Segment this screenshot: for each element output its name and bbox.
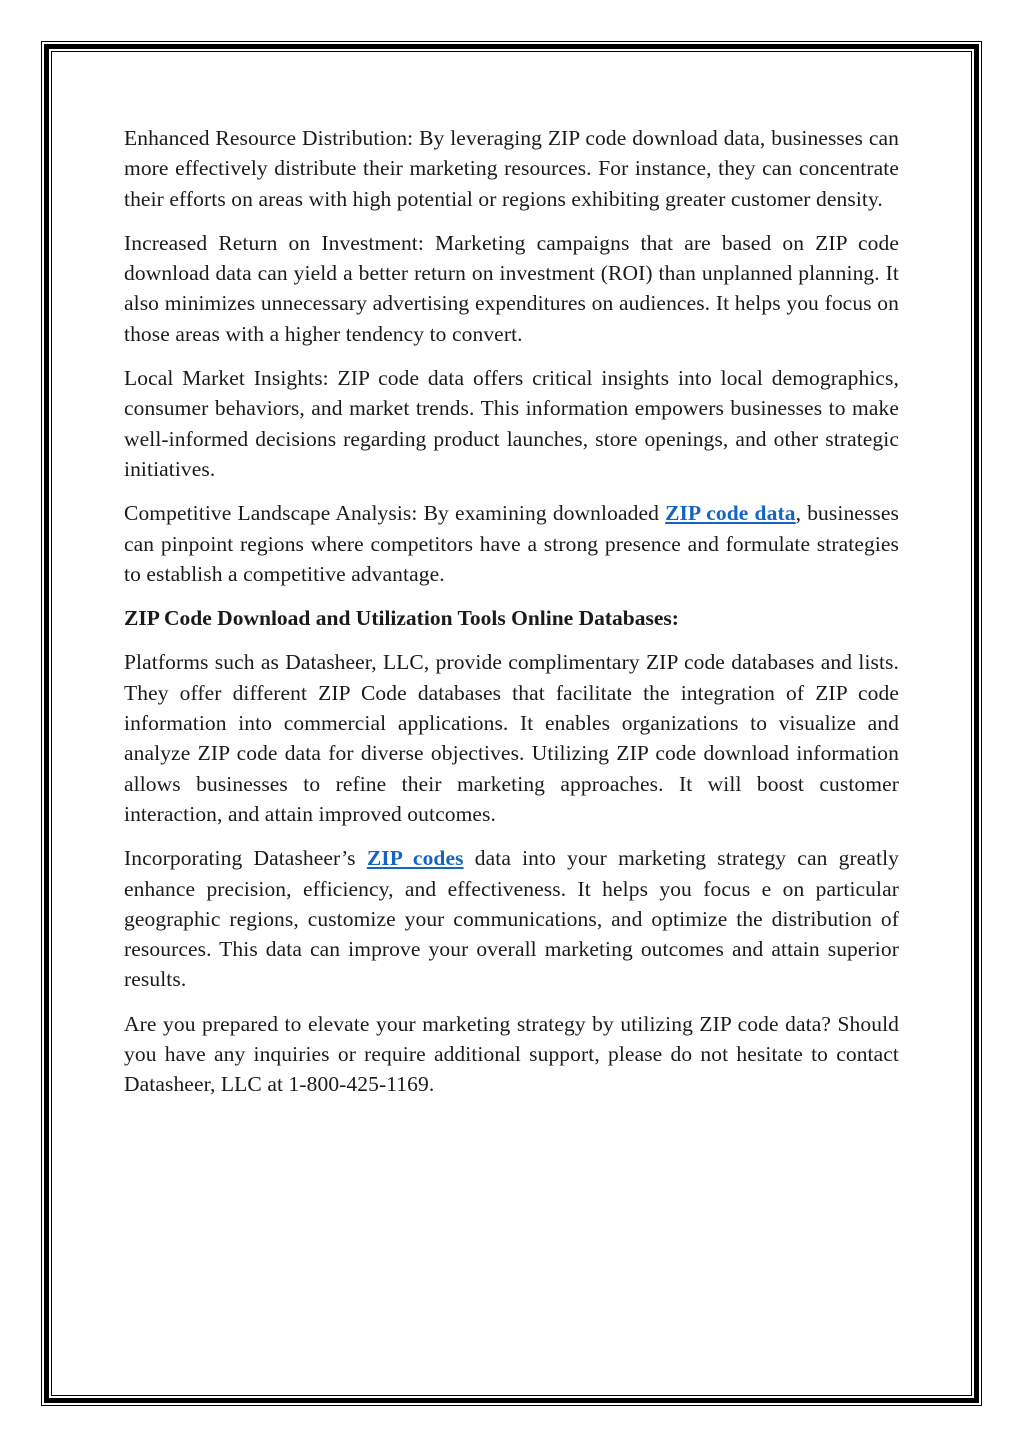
zip-code-data-link[interactable]: ZIP code data (665, 501, 796, 526)
paragraph-text: Incorporating Datasheer’s (124, 846, 367, 871)
paragraph-platforms: Platforms such as Datasheer, LLC, provide complimentary ZIP code databases and lists. They offer different ZIP Code databases that facilitate the integration of ZIP code information into commercial applications. It enables organizations to visualize and analyze ZIP code data for diverse objectives. Utilizing ZIP code download information allows businesses to refine their marketing approaches. It will boost customer interaction, and attain improved outcomes. (124, 650, 899, 826)
paragraph-contact: Are you prepared to elevate your marketing strategy by utilizing ZIP code data? Should you have any inquiries or require additional support, please do not hesitate to contact Datasheer, LLC at 1-800-425-1169. (124, 1011, 899, 1097)
paragraph-return-on-investment: Increased Return on Investment: Marketing campaigns that are based on ZIP code download data can yield a better return on investment (ROI) than unplanned planning. It also minimizes unnecessary advertising expenditures on audiences. It helps you focus on those areas with a higher tendency to convert. (124, 230, 899, 346)
paragraph-local-market-insights: Local Market Insights: ZIP code data offers critical insights into local demographics, consumer behaviors, and market trends. This information empowers businesses to make well-informed decisions regarding product launches, store openings, and other strategic initiatives. (124, 366, 899, 481)
zip-codes-link[interactable]: ZIP codes (366, 846, 464, 871)
paragraph-incorporating (124, 843, 899, 994)
document-body (124, 123, 899, 1114)
paragraph-text: data into your marketing strategy can greatly enhance precision, efficiency, and effectiveness. It helps you focus e on particular geographic regions, customize your communications, and optimize the distribution of resources. This data can improve your overall marketing outcomes and attain superior results. (124, 846, 899, 992)
paragraph-text: , businesses can pinpoint regions where competitors have a strong presence and formulate strategies to establish a competitive advantage. (124, 501, 899, 586)
paragraph-text: Competitive Landscape Analysis: By examining downloaded (124, 501, 666, 526)
paragraph-resource-distribution: Enhanced Resource Distribution: By leveraging ZIP code download data, businesses can more effectively distribute their marketing resources. For instance, they can concentrate their efforts on areas with high potential or regions exhibiting greater customer density. (124, 126, 899, 211)
paragraph-competitive-landscape (124, 498, 899, 589)
section-heading: ZIP Code Download and Utilization Tools Online Databases: (124, 606, 679, 631)
